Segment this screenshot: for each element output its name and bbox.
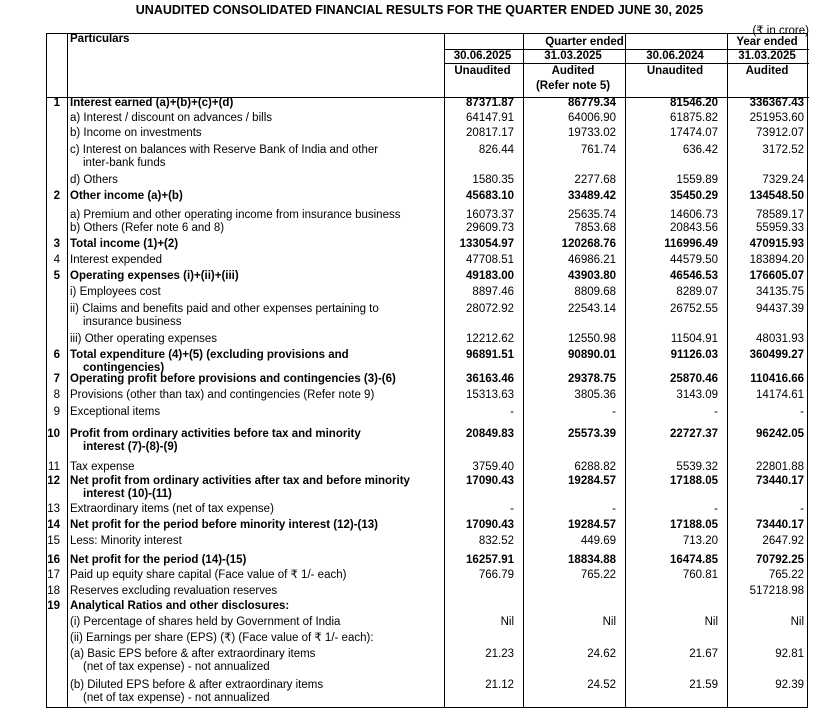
row-number: 16 (47, 554, 60, 566)
cell-value: 15313.63 (466, 389, 514, 401)
row-label (70, 679, 436, 705)
cell-value: 765.22 (580, 569, 616, 581)
row-label-line: a) Premium and other operating income from insurance business (70, 209, 401, 221)
cell-value: 826.44 (478, 144, 514, 156)
row-label-continuation: (net of tax expense) - not annualized (83, 692, 270, 704)
row-label (70, 112, 436, 125)
row-label (70, 97, 436, 110)
cell-value: 12212.62 (466, 333, 514, 345)
cell-value: 19284.57 (568, 519, 616, 531)
row-number: 8 (53, 389, 60, 401)
cell-value: 24.52 (587, 679, 616, 691)
cell-value: 46546.53 (670, 270, 718, 282)
row-label-line: Analytical Ratios and other disclosures: (70, 600, 290, 612)
cell-value: 33489.42 (568, 190, 616, 202)
column-header-status: Unaudited (454, 65, 511, 77)
row-label-line: iii) Other operating expenses (70, 333, 218, 345)
cell-value: Nil (500, 616, 514, 628)
row-label-line: c) Interest on balances with Reserve Bank of India and other (70, 144, 379, 156)
cell-value: 21.59 (689, 679, 718, 691)
cell-value: 96242.05 (756, 428, 804, 440)
row-label-line: Total expenditure (4)+(5) (excluding provisions and (70, 349, 349, 361)
cell-value: 12550.98 (568, 333, 616, 345)
cell-value: Nil (704, 616, 718, 628)
row-label-line: b) Income on investments (70, 127, 202, 139)
cell-value: 55959.33 (756, 222, 804, 234)
row-label (70, 303, 436, 329)
row-label-line: Interest expended (70, 254, 163, 266)
row-label (70, 554, 436, 567)
cell-value: 24.62 (587, 648, 616, 660)
row-label (70, 222, 436, 235)
row-number: 12 (47, 475, 60, 487)
column-header-date: 30.06.2025 (453, 50, 512, 62)
row-label (70, 632, 436, 645)
cell-value: 17090.43 (466, 519, 514, 531)
cell-value: 64006.90 (568, 112, 616, 124)
cell-value: 22801.88 (756, 461, 804, 473)
row-label (70, 144, 436, 170)
column-header-date: 30.06.2024 (646, 50, 704, 62)
cell-value: 70792.25 (756, 554, 804, 566)
quarter-ended-header: Quarter ended (545, 36, 624, 48)
cell-value: 28072.92 (466, 303, 514, 315)
cell-value: 336367.43 (749, 97, 804, 109)
column-header-note: (Refer note 5) (535, 80, 611, 92)
cell-value: - (510, 503, 514, 515)
cell-value: 761.74 (580, 144, 616, 156)
cell-value: 90890.01 (568, 349, 616, 361)
cell-value: 110416.66 (750, 373, 804, 385)
cell-value: 46986.21 (568, 254, 616, 266)
cell-value: 17090.43 (466, 475, 514, 487)
row-number: 6 (53, 349, 60, 361)
row-label (70, 190, 436, 203)
cell-value: 7853.68 (574, 222, 616, 234)
row-label-line: Operating expenses (i)+(ii)+(iii) (70, 270, 239, 282)
row-number: 14 (47, 519, 60, 531)
cell-value: 94437.39 (756, 303, 804, 315)
cell-value: 96891.51 (466, 349, 514, 361)
row-label-line: ii) Claims and benefits paid and other expenses pertaining to (70, 303, 379, 315)
year-ended-header: Year ended (736, 36, 798, 48)
row-label-continuation: contingencies) (83, 362, 165, 374)
cell-value: 3172.52 (762, 144, 804, 156)
cell-value: 3759.40 (472, 461, 514, 473)
row-label (70, 648, 436, 674)
cell-value: 116996.49 (664, 238, 718, 250)
row-label-line: (ii) Earnings per share (EPS) (₹) (Face value of ₹ 1/- each): (70, 632, 374, 644)
column-header-date: 31.03.2025 (738, 50, 796, 62)
cell-value: Nil (790, 616, 804, 628)
row-label (70, 461, 436, 474)
cell-value: 7329.24 (762, 174, 804, 186)
cell-value: 35450.29 (670, 190, 718, 202)
row-label-line: Interest earned (a)+(b)+(c)+(d) (70, 97, 234, 109)
cell-value: 20843.56 (670, 222, 718, 234)
cell-value: 26752.55 (670, 303, 718, 315)
row-label-line: Paid up equity share capital (Face value of ₹ 1/- each) (70, 569, 347, 581)
cell-value: 8289.07 (676, 286, 718, 298)
cell-value: 29378.75 (568, 373, 616, 385)
cell-value: 6288.82 (574, 461, 616, 473)
cell-value: 5539.32 (676, 461, 718, 473)
row-label (70, 535, 436, 548)
cell-value: - (800, 503, 804, 515)
row-label-continuation: inter-bank funds (83, 157, 166, 169)
cell-value: 360499.27 (749, 349, 804, 361)
row-label-line: Provisions (other than tax) and contingencies (Refer note 9) (70, 389, 375, 401)
cell-value: - (714, 406, 718, 418)
row-number: 4 (53, 254, 60, 266)
cell-value: 22727.37 (670, 428, 718, 440)
cell-value: 64147.91 (466, 112, 514, 124)
row-label-line: Profit from ordinary activities before tax and minority (70, 428, 361, 440)
cell-value: 11504.91 (670, 333, 718, 345)
cell-value: 3143.09 (676, 389, 718, 401)
row-number: 1 (53, 97, 60, 109)
cell-value: 25573.39 (568, 428, 616, 440)
cell-value: 636.42 (682, 144, 718, 156)
cell-value: 61875.82 (670, 112, 718, 124)
row-number: 7 (53, 373, 60, 385)
col-divider (625, 34, 626, 707)
column-header-status: Audited (551, 65, 595, 77)
cell-value: 48031.93 (756, 333, 804, 345)
row-label (70, 503, 436, 516)
row-label (70, 270, 436, 283)
row-number: 5 (53, 270, 60, 282)
cell-value: - (800, 406, 804, 418)
cell-value: 20849.83 (466, 428, 514, 440)
cell-value: 14174.61 (756, 389, 804, 401)
cell-value: 765.22 (768, 569, 804, 581)
cell-value: 87371.87 (466, 97, 514, 109)
row-label (70, 286, 436, 299)
row-label (70, 254, 436, 267)
row-label (70, 209, 436, 222)
cell-value: 19733.02 (568, 127, 616, 139)
cell-value: 134548.50 (749, 190, 804, 202)
cell-value: 18834.88 (568, 554, 616, 566)
cell-value: - (612, 503, 616, 515)
cell-value: 1580.35 (472, 174, 514, 186)
row-number: 11 (48, 461, 60, 473)
cell-value: 713.20 (682, 535, 718, 547)
cell-value: - (510, 406, 514, 418)
row-label-continuation: insurance business (83, 316, 182, 328)
cell-value: 183894.20 (749, 254, 804, 266)
row-label (70, 519, 436, 532)
cell-value: 133054.97 (459, 238, 514, 250)
cell-value: 760.81 (682, 569, 718, 581)
cell-value: 14606.73 (670, 209, 718, 221)
cell-value: 251953.60 (749, 112, 804, 124)
unit-label: (₹ in crore) (752, 25, 809, 37)
row-number: 15 (47, 535, 60, 547)
cell-value: 43903.80 (568, 270, 616, 282)
cell-value: 2277.68 (574, 174, 616, 186)
particulars-header: Particulars (70, 33, 130, 45)
row-label-line: i) Employees cost (70, 286, 161, 298)
row-label (70, 616, 436, 629)
cell-value: 16257.91 (466, 554, 514, 566)
row-label-line: (b) Diluted EPS before & after extraordinary items (70, 679, 324, 691)
row-label (70, 349, 436, 375)
row-number: 19 (47, 600, 60, 612)
cell-value: 92.81 (775, 648, 804, 660)
row-label-line: Extraordinary items (net of tax expense) (70, 503, 274, 515)
row-label-line: d) Others (70, 174, 118, 186)
row-label-line: Total income (1)+(2) (70, 238, 179, 250)
row-label (70, 428, 436, 454)
cell-value: 16474.85 (670, 554, 718, 566)
col-divider (67, 34, 68, 707)
row-label (70, 373, 436, 386)
cell-value: 17188.05 (670, 519, 718, 531)
cell-value: 73912.07 (756, 127, 804, 139)
cell-value: 20817.17 (466, 127, 514, 139)
row-label (70, 389, 436, 402)
cell-value: 21.12 (485, 679, 514, 691)
row-label-line: Operating profit before provisions and contingencies (3)-(6) (70, 373, 396, 385)
row-label (70, 475, 436, 501)
row-label-line: Net profit from ordinary activities after tax and before minority (70, 475, 410, 487)
row-label-line: b) Others (Refer note 6 and 8) (70, 222, 225, 234)
col-divider (727, 34, 728, 707)
row-number: 3 (53, 238, 60, 250)
row-label (70, 238, 436, 251)
cell-value: - (714, 503, 718, 515)
cell-value: 766.79 (478, 569, 514, 581)
column-header-date: 31.03.2025 (544, 50, 602, 62)
cell-value: Nil (602, 616, 616, 628)
cell-value: 73440.17 (756, 475, 804, 487)
cell-value: 517218.98 (749, 585, 804, 597)
cell-value: 17474.07 (670, 127, 718, 139)
row-label (70, 600, 436, 613)
row-number: 2 (53, 190, 60, 202)
row-label-line: (i) Percentage of shares held by Government of India (70, 616, 341, 628)
row-label-line: Net profit for the period before minority interest (12)-(13) (70, 519, 378, 531)
cell-value: 34135.75 (756, 286, 804, 298)
row-label-line: Tax expense (70, 461, 135, 473)
cell-value: 49183.00 (466, 270, 514, 282)
row-number: 17 (47, 569, 60, 581)
cell-value: 832.52 (478, 535, 514, 547)
column-header-status: Unaudited (646, 65, 704, 77)
row-number: 13 (47, 503, 60, 515)
cell-value: 86779.34 (568, 97, 616, 109)
cell-value: 29609.73 (466, 222, 514, 234)
row-label (70, 174, 436, 187)
row-number: 9 (53, 406, 60, 418)
row-label-line: a) Interest / discount on advances / bills (70, 112, 272, 124)
cell-value: - (612, 406, 616, 418)
cell-value: 25635.74 (568, 209, 616, 221)
cell-value: 21.67 (689, 648, 718, 660)
cell-value: 3805.36 (574, 389, 616, 401)
cell-value: 81546.20 (670, 97, 718, 109)
cell-value: 470915.93 (749, 238, 804, 250)
row-label-line: Net profit for the period (14)-(15) (70, 554, 247, 566)
row-label-line: Less: Minority interest (70, 535, 182, 547)
row-label (70, 406, 436, 419)
cell-value: 8897.46 (472, 286, 514, 298)
row-label-line: Other income (a)+(b) (70, 190, 183, 202)
report-title: UNAUDITED CONSOLIDATED FINANCIAL RESULTS FOR THE QUARTER ENDED JUNE 30, 2025 (135, 3, 704, 17)
cell-value: 91126.03 (670, 349, 718, 361)
row-label-line: (a) Basic EPS before & after extraordinary items (70, 648, 316, 660)
cell-value: 25870.46 (670, 373, 718, 385)
cell-value: 176605.07 (749, 270, 804, 282)
cell-value: 78589.17 (756, 209, 804, 221)
row-number: 18 (47, 585, 60, 597)
cell-value: 22543.14 (568, 303, 616, 315)
row-label-continuation: interest (10)-(11) (83, 488, 172, 500)
cell-value: 449.69 (580, 535, 616, 547)
row-label (70, 127, 436, 140)
cell-value: 2647.92 (762, 535, 804, 547)
col-divider (444, 34, 445, 707)
cell-value: 45683.10 (466, 190, 514, 202)
row-label (70, 585, 436, 598)
row-label-line: Exceptional items (70, 406, 161, 418)
row-label-line: Reserves excluding revaluation reserves (70, 585, 278, 597)
col-divider (523, 34, 524, 707)
cell-value: 16073.37 (466, 209, 514, 221)
cell-value: 8809.68 (574, 286, 616, 298)
cell-value: 19284.57 (568, 475, 616, 487)
cell-value: 21.23 (485, 648, 514, 660)
cell-value: 47708.51 (466, 254, 514, 266)
cell-value: 1559.89 (676, 174, 718, 186)
row-number: 10 (47, 428, 60, 440)
cell-value: 17188.05 (670, 475, 718, 487)
row-label-continuation: interest (7)-(8)-(9) (83, 441, 178, 453)
cell-value: 36163.46 (466, 373, 514, 385)
row-label-continuation: (net of tax expense) - not annualized (83, 661, 270, 673)
cell-value: 120268.76 (561, 238, 616, 250)
cell-value: 92.39 (775, 679, 804, 691)
row-label (70, 569, 436, 582)
cell-value: 73440.17 (756, 519, 804, 531)
cell-value: 44579.50 (670, 254, 718, 266)
row-label (70, 333, 436, 346)
column-header-status: Audited (745, 65, 789, 77)
